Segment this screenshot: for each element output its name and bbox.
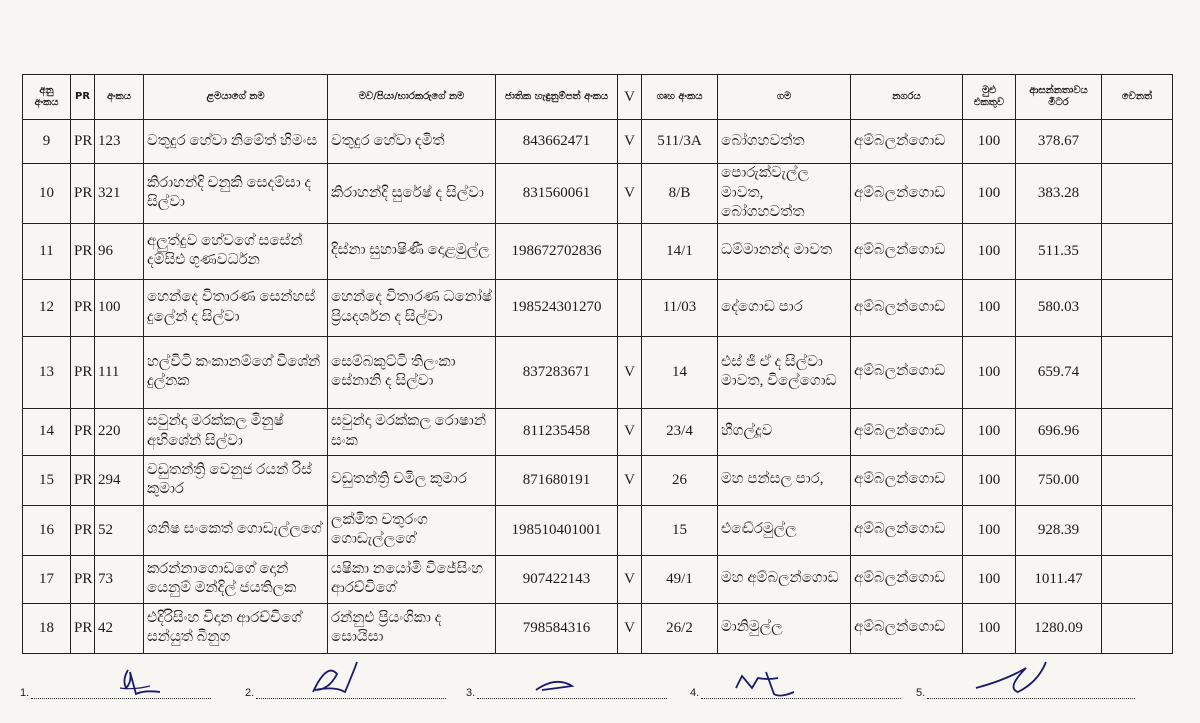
admission-number-cell: 96	[95, 223, 144, 279]
handwritten-signature	[50, 652, 170, 702]
total-marks-cell: 100	[963, 279, 1016, 336]
village-cell: පොරුක්වැල්ල මාවත, බෝගහවත්ත	[718, 164, 851, 224]
handwritten-signature	[720, 652, 840, 702]
table-row	[23, 279, 1173, 336]
other-cell	[1102, 279, 1173, 336]
nic-number-cell: 837283671	[496, 336, 618, 408]
nic-number-cell: 811235458	[496, 408, 618, 455]
village-cell: බෝගහවත්ත	[718, 120, 851, 164]
pr-cell: PR	[71, 455, 95, 505]
header-admission-no: අංකය	[95, 75, 144, 120]
pr-cell: PR	[71, 505, 95, 555]
v-cell	[618, 279, 642, 336]
row-number-cell: 16	[23, 505, 71, 555]
admission-number-cell: 52	[95, 505, 144, 555]
header-distance: ආසන්නතාවය මීටර	[1016, 75, 1102, 120]
distance-cell: 511.35	[1016, 223, 1102, 279]
v-cell: V	[618, 408, 642, 455]
pr-cell: PR	[71, 336, 95, 408]
village-cell: දේගොඩ පාර	[718, 279, 851, 336]
table-row	[23, 555, 1173, 603]
v-cell	[618, 505, 642, 555]
header-guardian-name: මව/පියා/භාරකරුගේ නම	[328, 75, 496, 120]
city-cell: අම්බලන්ගොඩ	[851, 279, 963, 336]
table-row	[23, 120, 1173, 164]
distance-cell: 1011.47	[1016, 555, 1102, 603]
child-name-cell: වතුදුර හේවා නිමේත් හිමංස	[144, 120, 328, 164]
village-cell: ධම්මානන්ද මාවත	[718, 223, 851, 279]
village-cell: මහ අම්බලන්ගොඩ	[718, 555, 851, 603]
distance-cell: 696.96	[1016, 408, 1102, 455]
total-marks-cell: 100	[963, 223, 1016, 279]
handwritten-signature	[946, 652, 1096, 702]
village-cell: හීගල්දූව	[718, 408, 851, 455]
total-marks-cell: 100	[963, 455, 1016, 505]
total-marks-cell: 100	[963, 555, 1016, 603]
nic-number-cell: 871680191	[496, 455, 618, 505]
signature-number: 5.	[916, 687, 926, 699]
total-marks-cell: 100	[963, 164, 1016, 224]
village-cell: මහ පන්සල පාර,	[718, 455, 851, 505]
signature-number: 3.	[466, 687, 476, 699]
row-number-cell: 12	[23, 279, 71, 336]
table-row	[23, 408, 1173, 455]
handwritten-signature	[496, 652, 616, 702]
pr-cell: PR	[71, 164, 95, 224]
distance-cell: 580.03	[1016, 279, 1102, 336]
header-v: V	[618, 75, 642, 120]
header-pr: PR	[71, 75, 95, 120]
nic-number-cell: 198524301270	[496, 279, 618, 336]
village-cell: එඬේරමුල්ල	[718, 505, 851, 555]
v-cell: V	[618, 164, 642, 224]
pr-cell: PR	[71, 279, 95, 336]
table-header-row	[23, 75, 1173, 120]
signature-number: 1.	[20, 687, 30, 699]
table-row	[23, 455, 1173, 505]
guardian-name-cell: හෙන්දෙ විතාරණ ධනෝෂ් ප්‍රියදර්ශන ද සිල්වා	[328, 279, 496, 336]
distance-cell: 750.00	[1016, 455, 1102, 505]
distance-cell: 383.28	[1016, 164, 1102, 224]
city-cell: අම්බලන්ගොඩ	[851, 120, 963, 164]
village-cell: එස් ජී ඒ ද සිල්වා මාවත, විලේගොඩ	[718, 336, 851, 408]
pr-cell: PR	[71, 120, 95, 164]
row-number-cell: 14	[23, 408, 71, 455]
guardian-name-cell: සවුන්දා මරක්කල රොෂාන් සංක	[328, 408, 496, 455]
total-marks-cell: 100	[963, 120, 1016, 164]
header-child-name: ළමයාගේ නම	[144, 75, 328, 120]
signature-slot-4	[690, 686, 901, 699]
city-cell: අම්බලන්ගොඩ	[851, 164, 963, 224]
child-name-cell: සවුන්දා මරක්කල මිනුෂ් අභිශේන් සිල්වා	[144, 408, 328, 455]
v-cell: V	[618, 120, 642, 164]
child-name-cell: ශනිෂ සංකෙත් ගොඩැල්ලගේ	[144, 505, 328, 555]
header-house-no: ගෘහ අංකය	[642, 75, 718, 120]
other-cell	[1102, 336, 1173, 408]
signature-slot-1	[20, 686, 211, 699]
city-cell: අම්බලන්ගොඩ	[851, 408, 963, 455]
village-cell: මානිමුල්ල	[718, 603, 851, 653]
signature-slot-2	[245, 686, 446, 699]
guardian-name-cell: රන්නුළු ප්‍රියංගිකා ද සොයිසා	[328, 603, 496, 653]
child-name-cell: කරන්නාගොඩගේ දොන් යෙනුම් මන්දිල් ජයතිලක	[144, 555, 328, 603]
admission-number-cell: 111	[95, 336, 144, 408]
header-other: වෙනත්	[1102, 75, 1173, 120]
house-number-cell: 26	[642, 455, 718, 505]
guardian-name-cell: දිස්නා සුහාෂිණී දොළමුල්ල	[328, 223, 496, 279]
header-village: ගම	[718, 75, 851, 120]
header-city: නගරය	[851, 75, 963, 120]
child-name-cell: අලුත්දුව හේවගේ සසේන් දම්සිළු ගුණවර්ධන	[144, 223, 328, 279]
house-number-cell: 11/03	[642, 279, 718, 336]
admission-number-cell: 100	[95, 279, 144, 336]
nic-number-cell: 831560061	[496, 164, 618, 224]
admission-register-table	[22, 74, 1173, 654]
row-number-cell: 18	[23, 603, 71, 653]
table-row	[23, 223, 1173, 279]
handwritten-signature	[275, 652, 395, 702]
v-cell: V	[618, 455, 642, 505]
child-name-cell: කිරාහන්දි චනුකි සෙදම්සා ද සිල්වා	[144, 164, 328, 224]
distance-cell: 928.39	[1016, 505, 1102, 555]
v-cell: V	[618, 603, 642, 653]
pr-cell: PR	[71, 603, 95, 653]
v-cell: V	[618, 555, 642, 603]
distance-cell: 378.67	[1016, 120, 1102, 164]
city-cell: අම්බලන්ගොඩ	[851, 455, 963, 505]
other-cell	[1102, 164, 1173, 224]
house-number-cell: 49/1	[642, 555, 718, 603]
guardian-name-cell: කිරාහන්දි සුරේෂ් ද සිල්වා	[328, 164, 496, 224]
distance-cell: 1280.09	[1016, 603, 1102, 653]
pr-cell: PR	[71, 223, 95, 279]
table-row	[23, 164, 1173, 224]
admission-number-cell: 73	[95, 555, 144, 603]
house-number-cell: 15	[642, 505, 718, 555]
row-number-cell: 9	[23, 120, 71, 164]
nic-number-cell: 798584316	[496, 603, 618, 653]
city-cell: අම්බලන්ගොඩ	[851, 603, 963, 653]
row-number-cell: 15	[23, 455, 71, 505]
other-cell	[1102, 120, 1173, 164]
house-number-cell: 23/4	[642, 408, 718, 455]
row-number-cell: 11	[23, 223, 71, 279]
admission-number-cell: 42	[95, 603, 144, 653]
other-cell	[1102, 408, 1173, 455]
child-name-cell: හල්විටි කංකානම්ගේ විශේන් දුල්නක	[144, 336, 328, 408]
header-total-marks: මුළු එකතුව	[963, 75, 1016, 120]
header-nic: ජාතික හැඳුනුම්පත් අංකය	[496, 75, 618, 120]
city-cell: අම්බලන්ගොඩ	[851, 336, 963, 408]
nic-number-cell: 907422143	[496, 555, 618, 603]
table-row	[23, 505, 1173, 555]
table-row	[23, 336, 1173, 408]
signature-slot-3	[466, 686, 667, 699]
distance-cell: 659.74	[1016, 336, 1102, 408]
row-number-cell: 17	[23, 555, 71, 603]
nic-number-cell: 198510401001	[496, 505, 618, 555]
guardian-name-cell: වතුදුර හේවා දමිත්	[328, 120, 496, 164]
guardian-name-cell: වඩුතන්ත්‍රි චමිල කුමාර	[328, 455, 496, 505]
city-cell: අම්බලන්ගොඩ	[851, 223, 963, 279]
other-cell	[1102, 555, 1173, 603]
admission-number-cell: 321	[95, 164, 144, 224]
other-cell	[1102, 223, 1173, 279]
total-marks-cell: 100	[963, 336, 1016, 408]
total-marks-cell: 100	[963, 408, 1016, 455]
city-cell: අම්බලන්ගොඩ	[851, 555, 963, 603]
child-name-cell: හෙන්දෙ විතාරණ සෙන්හස් දුලේන් ද සිල්වා	[144, 279, 328, 336]
admission-number-cell: 220	[95, 408, 144, 455]
signature-area	[0, 640, 1200, 723]
guardian-name-cell: ලක්මිත චතුරංග ගොඩැල්ලගේ	[328, 505, 496, 555]
house-number-cell: 8/B	[642, 164, 718, 224]
total-marks-cell: 100	[963, 505, 1016, 555]
other-cell	[1102, 505, 1173, 555]
signature-slot-5	[916, 686, 1135, 699]
house-number-cell: 26/2	[642, 603, 718, 653]
v-cell	[618, 223, 642, 279]
row-number-cell: 10	[23, 164, 71, 224]
nic-number-cell: 843662471	[496, 120, 618, 164]
child-name-cell: වඩුතන්ත්‍රි වෙනුජ රයන් රිස් කුමාර	[144, 455, 328, 505]
house-number-cell: 511/3A	[642, 120, 718, 164]
child-name-cell: එදිරිසිංහ විදාන ආරච්චිගේ සන්යුත් බිනුග	[144, 603, 328, 653]
signature-number: 2.	[245, 687, 255, 699]
header-row-no: අනු අංකය	[23, 75, 71, 120]
other-cell	[1102, 455, 1173, 505]
row-number-cell: 13	[23, 336, 71, 408]
city-cell: අම්බලන්ගොඩ	[851, 505, 963, 555]
admission-number-cell: 294	[95, 455, 144, 505]
pr-cell: PR	[71, 408, 95, 455]
pr-cell: PR	[71, 555, 95, 603]
house-number-cell: 14/1	[642, 223, 718, 279]
signature-number: 4.	[690, 687, 700, 699]
total-marks-cell: 100	[963, 603, 1016, 653]
guardian-name-cell: යෂිකා නයෝමි විජේසිංහ ආරච්චිගේ	[328, 555, 496, 603]
guardian-name-cell: සෙම්බකුට්ටි තිලංකා සේනානි ද සිල්වා	[328, 336, 496, 408]
admission-number-cell: 123	[95, 120, 144, 164]
v-cell: V	[618, 336, 642, 408]
nic-number-cell: 198672702836	[496, 223, 618, 279]
house-number-cell: 14	[642, 336, 718, 408]
